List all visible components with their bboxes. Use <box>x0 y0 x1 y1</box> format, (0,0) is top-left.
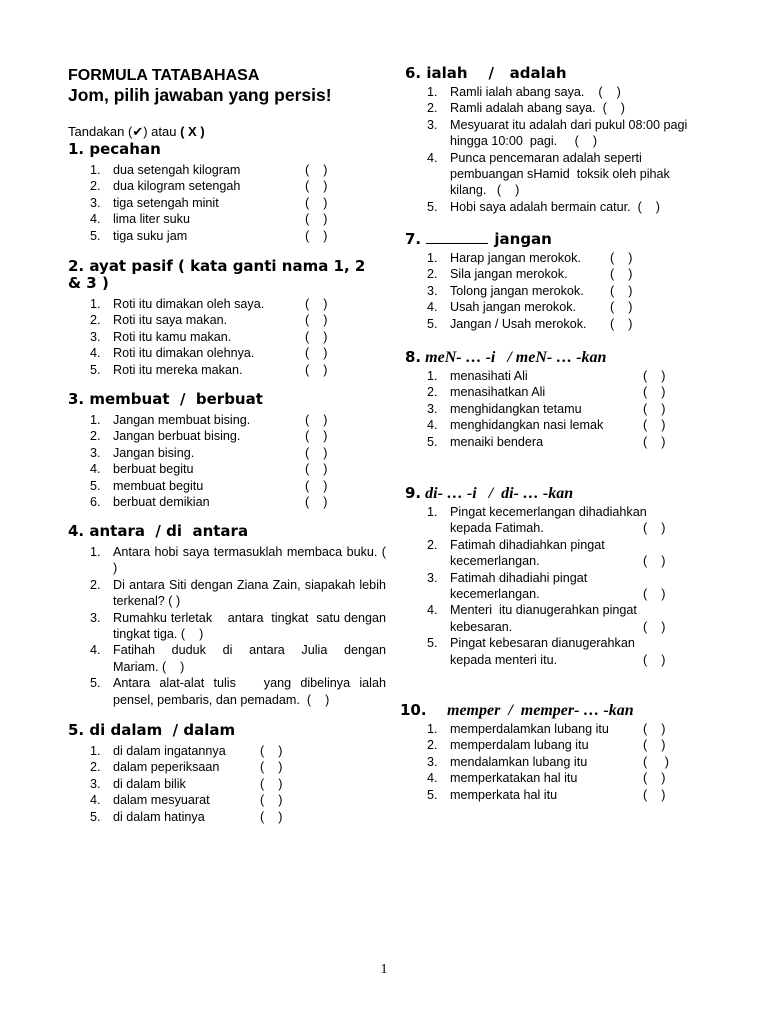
question-item <box>405 754 695 770</box>
answer-box[interactable]: ( ) <box>305 346 328 361</box>
item-number: 1. <box>90 413 101 427</box>
answer-box[interactable]: ( ) <box>260 776 283 791</box>
section-title: antara / di antara <box>89 522 249 540</box>
question-item <box>68 195 386 211</box>
item-text: menasihati Ali <box>450 369 528 383</box>
item-number: 4. <box>90 643 101 658</box>
section-number: 8. <box>405 348 422 366</box>
instruction-prefix: Tandakan ( <box>68 124 133 139</box>
question-item <box>405 417 695 433</box>
item-text: Jangan bising. <box>113 445 195 460</box>
answer-box[interactable]: ( ) <box>610 267 633 282</box>
item-number: 5. <box>427 787 438 802</box>
question-item <box>68 776 386 792</box>
question-list <box>68 412 386 510</box>
item-number: 1. <box>427 251 438 265</box>
item-text: membuat begitu <box>113 478 204 493</box>
answer-box[interactable]: ( ) <box>643 521 666 536</box>
question-list <box>405 368 695 450</box>
answer-box[interactable]: ( ) <box>643 722 666 736</box>
question-list <box>68 296 386 378</box>
item-number: 3. <box>427 117 438 132</box>
item-number: 2. <box>90 313 101 328</box>
item-number: 6. <box>90 495 101 510</box>
answer-box[interactable]: ( ) <box>260 809 283 824</box>
item-number: 5. <box>427 316 438 331</box>
question-item <box>68 610 390 643</box>
item-number: 3. <box>427 401 438 416</box>
item-text: memperdalam lubang itu <box>450 738 589 753</box>
section-heading <box>68 523 386 540</box>
answer-box[interactable]: ( ) <box>643 587 666 602</box>
section-jangan <box>405 230 695 332</box>
question-item <box>405 117 695 150</box>
item-text: di dalam ingatannya <box>113 744 226 758</box>
item-number: 2. <box>90 429 101 444</box>
item-text: Fatihah duduk di antara Julia dengan Mariam. ( ) <box>113 643 390 674</box>
question-item <box>68 296 386 312</box>
question-item <box>68 162 386 178</box>
question-item <box>68 312 386 328</box>
item-text: Roti itu saya makan. <box>113 313 228 328</box>
item-text: Roti itu kamu makan. <box>113 329 232 344</box>
check-mark-icon: ✔ <box>132 124 144 139</box>
item-text: dua kilogram setengah <box>113 179 241 194</box>
question-list <box>68 544 390 708</box>
question-item <box>405 250 695 266</box>
question-item <box>68 362 386 378</box>
section-ayat-pasif <box>68 258 386 378</box>
item-text: Jangan / Usah merokok. <box>450 316 587 331</box>
answer-box[interactable]: ( ) <box>643 771 666 786</box>
answer-box[interactable]: ( ) <box>305 297 328 311</box>
section-ialah-adalah <box>405 65 695 215</box>
instruction-x-mark: ( X ) <box>180 124 205 139</box>
section-number: 2. <box>68 257 85 275</box>
item-number: 3. <box>427 570 438 585</box>
instruction-line <box>68 124 205 140</box>
question-item <box>68 642 390 675</box>
item-number: 5. <box>90 228 101 243</box>
answer-box[interactable]: ( ) <box>305 445 328 460</box>
question-item <box>68 809 386 825</box>
question-item <box>405 570 695 603</box>
blank-line <box>426 230 488 244</box>
item-text: Rumahku terletak antara tingkat satu dengan tingkat tiga. ( ) <box>113 610 390 642</box>
answer-box[interactable]: ( ) <box>260 793 283 808</box>
item-text: dalam mesyuarat <box>113 793 210 808</box>
item-number: 2. <box>427 738 438 753</box>
section-heading <box>405 485 695 502</box>
item-text-continued: kepada menteri itu. <box>450 652 558 667</box>
section-number: 9. <box>405 484 422 502</box>
section-title: ialah / adalah <box>426 64 567 82</box>
item-text: Menteri itu dianugerahkan pingat <box>450 603 637 618</box>
item-text-continued: kepada Fatimah. <box>450 521 544 536</box>
question-item <box>405 537 695 570</box>
item-text: menaiki bendera <box>450 434 544 449</box>
item-number: 2. <box>427 101 438 116</box>
item-number: 3. <box>90 445 101 460</box>
item-text: Jangan berbuat bising. <box>113 429 241 444</box>
section-heading <box>405 65 695 82</box>
item-text: memperdalamkan lubang itu <box>450 722 609 736</box>
worksheet-title: FORMULA TATABAHASA <box>68 67 260 84</box>
answer-box[interactable]: ( ) <box>610 316 633 331</box>
item-number: 4. <box>427 300 438 315</box>
question-item <box>68 494 386 510</box>
question-list <box>405 721 695 803</box>
question-item <box>68 211 386 227</box>
section-title: membuat / berbuat <box>89 390 263 408</box>
item-text: menghidangkan nasi lemak <box>450 418 604 433</box>
answer-box[interactable]: ( ) <box>260 744 283 758</box>
page-number: 1 <box>380 962 388 977</box>
section-heading <box>400 701 695 719</box>
item-text: Tolong jangan merokok. <box>450 283 584 298</box>
question-item <box>405 737 695 753</box>
question-item <box>68 478 386 494</box>
section-di-i-di-kan <box>405 485 695 668</box>
answer-box[interactable]: ( ) <box>643 385 666 400</box>
item-number: 1. <box>427 722 438 736</box>
item-number: 5. <box>90 362 101 377</box>
item-text: Pingat kecemerlangan dihadiahkan <box>450 505 647 519</box>
answer-box[interactable]: ( ) <box>305 163 328 177</box>
answer-box[interactable]: ( ) <box>305 413 328 427</box>
answer-box[interactable]: ( ) <box>305 228 328 243</box>
section-membuat-berbuat <box>68 391 386 510</box>
answer-box[interactable]: ( ) <box>305 478 328 493</box>
question-item <box>68 345 386 361</box>
item-number: 4. <box>90 346 101 361</box>
answer-box[interactable]: ( ) <box>643 401 666 416</box>
item-text: memperkatakan hal itu <box>450 771 578 786</box>
item-text: Usah jangan merokok. <box>450 300 577 315</box>
question-item <box>405 434 695 450</box>
item-number: 4. <box>427 150 438 165</box>
question-item <box>405 602 695 635</box>
question-item <box>405 401 695 417</box>
section-title: memper / memper- … -kan <box>447 702 634 719</box>
answer-box[interactable]: ( ) <box>643 418 666 433</box>
section-heading <box>68 391 386 408</box>
section-di-dalam <box>68 722 386 825</box>
question-item <box>405 316 695 332</box>
answer-box[interactable]: ( ) <box>610 251 633 265</box>
section-title: pecahan <box>89 140 161 158</box>
item-text: Roti itu dimakan olehnya. <box>113 346 255 361</box>
answer-box[interactable]: ( ) <box>643 434 666 449</box>
item-number: 5. <box>427 434 438 449</box>
section-heading <box>68 141 386 158</box>
question-item <box>405 283 695 299</box>
item-number: 2. <box>427 385 438 400</box>
item-text: lima liter suku <box>113 212 190 227</box>
item-number: 5. <box>427 199 438 214</box>
item-number: 1. <box>427 505 438 519</box>
section-heading <box>405 230 695 248</box>
question-item <box>405 770 695 786</box>
item-text: menasihatkan Ali <box>450 385 546 400</box>
item-text: memperkata hal itu <box>450 787 558 802</box>
question-item <box>405 299 695 315</box>
item-number: 2. <box>90 179 101 194</box>
question-item <box>68 428 386 444</box>
answer-box[interactable]: ( ) <box>643 369 666 383</box>
item-text: Hobi saya adalah bermain catur. ( ) <box>450 199 660 214</box>
item-text: tiga suku jam <box>113 228 188 243</box>
question-item <box>405 504 695 537</box>
answer-box[interactable]: ( ) <box>643 754 669 769</box>
item-number: 1. <box>90 297 101 311</box>
item-text: Roti itu dimakan oleh saya. <box>113 297 265 311</box>
item-number: 1. <box>90 163 101 177</box>
item-text: dalam peperiksaan <box>113 760 220 775</box>
item-text: Fatimah dihadiahi pingat <box>450 570 588 585</box>
question-item <box>405 635 695 668</box>
question-list <box>68 162 386 244</box>
item-text-continued: kecemerlangan. <box>450 587 540 602</box>
question-item <box>68 792 386 808</box>
question-item <box>68 461 386 477</box>
section-number: 4. <box>68 522 85 540</box>
item-number: 5. <box>90 809 101 824</box>
question-item <box>68 675 390 708</box>
question-list <box>68 743 386 825</box>
item-text: dua setengah kilogram <box>113 163 241 177</box>
item-text: Antara hobi saya termasuklah membaca buku. ( ) <box>113 545 386 576</box>
item-text-continued: kebesaran. <box>450 619 513 634</box>
item-number: 4. <box>427 771 438 786</box>
item-number: 3. <box>90 610 101 625</box>
item-number: 1. <box>90 545 101 559</box>
section-number: 1. <box>68 140 85 158</box>
section-title: di- … -i / di- … -kan <box>425 485 574 502</box>
section-heading <box>405 349 695 366</box>
item-number: 5. <box>427 636 438 651</box>
item-text: Fatimah dihadiahkan pingat <box>450 537 605 552</box>
section-title: jangan <box>494 230 552 248</box>
item-text: Jangan membuat bising. <box>113 413 251 427</box>
section-heading <box>68 258 386 292</box>
instruction-middle: ) atau <box>143 124 181 139</box>
item-number: 3. <box>90 195 101 210</box>
answer-box[interactable]: ( ) <box>643 652 666 667</box>
section-number: 3. <box>68 390 85 408</box>
item-text: berbuat demikian <box>113 495 210 510</box>
question-item <box>405 721 695 737</box>
question-item <box>405 100 695 116</box>
answer-box[interactable]: ( ) <box>260 760 283 775</box>
section-number: 6. <box>405 64 422 82</box>
item-text: mendalamkan lubang itu <box>450 754 588 769</box>
item-text-continued: kecemerlangan. <box>450 554 540 569</box>
question-list <box>405 504 695 668</box>
section-number: 7. <box>405 230 422 248</box>
item-number: 1. <box>427 369 438 383</box>
item-number: 1. <box>90 744 101 758</box>
answer-box[interactable]: ( ) <box>305 179 328 194</box>
question-item <box>405 368 695 384</box>
item-text: Harap jangan merokok. <box>450 251 581 265</box>
question-item <box>68 544 386 577</box>
question-item <box>405 787 695 803</box>
question-list <box>405 84 695 215</box>
item-text: Punca pencemaran adalah seperti pembuangan sHamid toksik oleh pihak kilang. ( ) <box>450 150 674 198</box>
section-title-continued: & 3 ) <box>68 274 109 292</box>
item-text: Roti itu mereka makan. <box>113 362 243 377</box>
item-text: di dalam bilik <box>113 776 186 791</box>
question-item <box>68 412 386 428</box>
item-number: 5. <box>90 478 101 493</box>
item-number: 2. <box>90 577 101 592</box>
item-number: 3. <box>427 754 438 769</box>
section-title: di dalam / dalam <box>89 721 236 739</box>
item-text: menghidangkan tetamu <box>450 401 582 416</box>
section-title: meN- … -i / meN- … -kan <box>425 349 607 366</box>
section-title: ayat pasif ( kata ganti nama 1, 2 <box>89 257 366 275</box>
item-number: 3. <box>90 329 101 344</box>
item-text: Antara alat-alat tulis yang dibelinya ialah pensel, pembaris, dan pemadam. ( ) <box>113 676 390 707</box>
item-number: 5. <box>90 676 101 691</box>
question-item <box>68 759 386 775</box>
question-item <box>68 743 386 759</box>
question-item <box>405 266 695 282</box>
answer-box[interactable]: ( ) <box>643 787 666 802</box>
answer-box[interactable]: ( ) <box>305 362 328 377</box>
answer-box[interactable]: ( ) <box>305 212 328 227</box>
answer-box[interactable]: ( ) <box>643 619 666 634</box>
item-text: berbuat begitu <box>113 462 194 477</box>
item-text: Ramli ialah abang saya. ( ) <box>450 85 621 99</box>
item-number: 2. <box>427 267 438 282</box>
question-item <box>68 445 386 461</box>
item-text: Di antara Siti dengan Ziana Zain, siapakah lebih terkenal? ( ) <box>113 577 386 609</box>
item-number: 2. <box>427 537 438 552</box>
answer-box[interactable]: ( ) <box>610 283 633 298</box>
question-list <box>405 250 695 332</box>
item-text: Mesyuarat itu adalah dari pukul 08:00 pagi hingga 10:00 pagi. ( ) <box>450 117 691 149</box>
answer-box[interactable]: ( ) <box>643 738 666 753</box>
item-number: 4. <box>90 212 101 227</box>
worksheet-subtitle: Jom, pilih jawaban yang persis! <box>68 85 332 105</box>
question-item <box>405 150 695 199</box>
section-heading <box>68 722 386 739</box>
answer-box[interactable]: ( ) <box>305 195 328 210</box>
item-text: Ramli adalah abang saya. ( ) <box>450 101 626 116</box>
item-number: 1. <box>427 85 438 99</box>
item-text: Pingat kebesaran dianugerahkan <box>450 636 635 651</box>
question-item <box>405 84 695 100</box>
item-number: 3. <box>90 776 101 791</box>
question-item <box>68 329 386 345</box>
item-number: 3. <box>427 283 438 298</box>
item-text: tiga setengah minit <box>113 195 219 210</box>
item-number: 4. <box>427 603 438 618</box>
section-men-i-men-kan <box>405 349 695 450</box>
answer-box[interactable]: ( ) <box>305 313 328 328</box>
question-item <box>68 577 386 610</box>
question-item <box>68 228 386 244</box>
answer-box[interactable]: ( ) <box>305 462 328 477</box>
item-number: 4. <box>90 793 101 808</box>
answer-box[interactable]: ( ) <box>643 554 666 569</box>
question-item <box>68 178 386 194</box>
section-memper <box>400 701 695 803</box>
item-text: di dalam hatinya <box>113 809 205 824</box>
section-number: 5. <box>68 721 85 739</box>
item-number: 4. <box>90 462 101 477</box>
section-antara <box>68 522 390 708</box>
item-number: 2. <box>90 760 101 775</box>
answer-box[interactable]: ( ) <box>305 495 328 510</box>
answer-box[interactable]: ( ) <box>305 329 328 344</box>
answer-box[interactable]: ( ) <box>610 300 633 315</box>
answer-box[interactable]: ( ) <box>305 429 328 444</box>
item-number: 4. <box>427 418 438 433</box>
question-item <box>405 199 695 215</box>
section-number: 10. <box>400 701 427 719</box>
question-item <box>405 384 695 400</box>
item-text: Sila jangan merokok. <box>450 267 568 282</box>
section-pecahan <box>68 141 386 244</box>
